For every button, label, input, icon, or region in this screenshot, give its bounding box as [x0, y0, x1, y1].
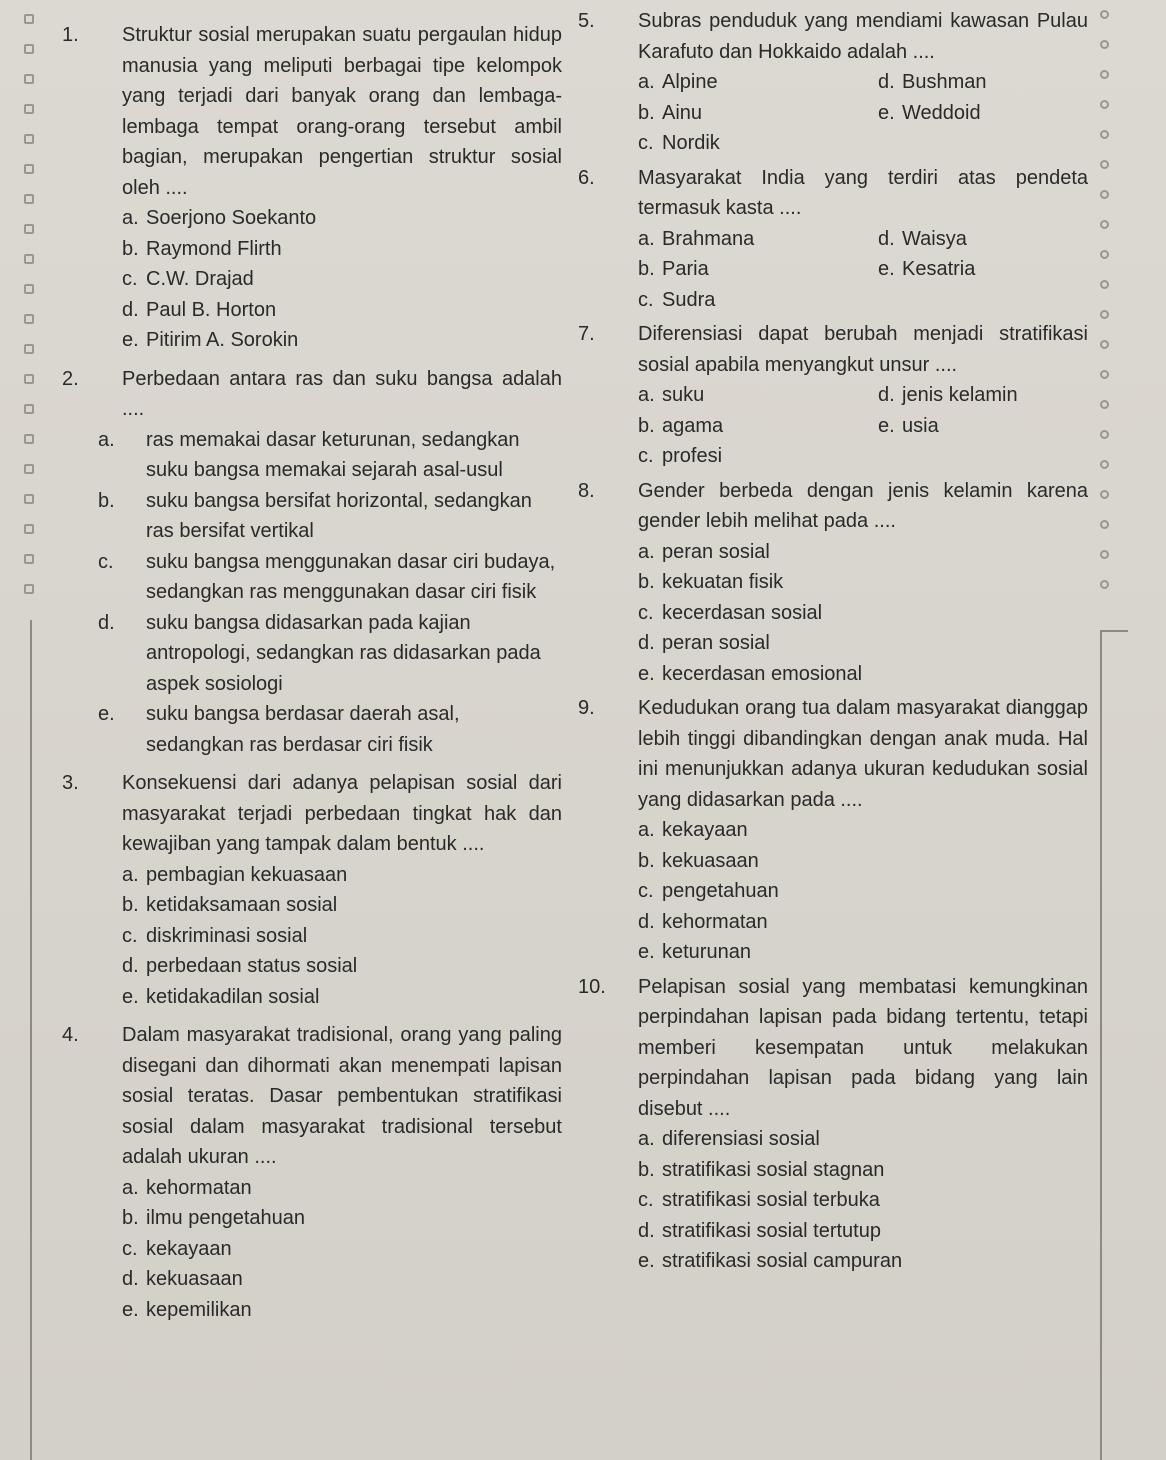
left-binding-holes — [0, 0, 44, 620]
question-10 — [578, 972, 1088, 1277]
option-a[interactable]: a. diferensiasi sosial — [638, 1128, 820, 1150]
question-6 — [578, 163, 1088, 316]
question-stem: Pelapisan sosial yang membatasi kemungkinan perpindahan lapisan pada bidang tertentu, tetapi memberi kesempatan untuk melakukan perpindahan lapisan pada bidang yang lain disebut .... — [638, 975, 1088, 1120]
option-c[interactable]: c. suku bangsa menggunakan dasar ciri budaya, sedangkan ras menggunakan dasar ciri fisik — [98, 550, 556, 603]
page-edge-right — [1100, 630, 1102, 1460]
question-number: 3. — [62, 772, 79, 794]
option-d[interactable]: d. Waisya — [878, 227, 967, 250]
option-a[interactable]: a. kekayaan — [638, 819, 748, 841]
option-a[interactable]: a. suku — [638, 384, 705, 406]
question-5 — [578, 6, 1088, 159]
left-column — [62, 20, 562, 1325]
option-d[interactable]: d. kehormatan — [638, 910, 768, 933]
option-list — [122, 860, 562, 1013]
option-a[interactable]: a. ras memakai dasar keturunan, sedangkan suku bangsa memakai sejarah asal-usul — [98, 428, 520, 481]
question-number: 6. — [578, 166, 595, 189]
option-e[interactable]: e. Pitirim A. Sorokin — [122, 329, 299, 351]
option-b[interactable]: b. kekuatan fisik — [638, 571, 784, 593]
option-d[interactable]: d. stratifikasi sosial tertutup — [638, 1219, 881, 1242]
option-e[interactable]: e. ketidakadilan sosial — [122, 985, 320, 1008]
question-2 — [62, 364, 562, 761]
option-list — [638, 537, 1088, 690]
question-7 — [578, 319, 1088, 472]
option-d[interactable]: d. Bushman — [878, 71, 987, 93]
option-c[interactable]: c. Sudra — [638, 288, 716, 311]
question-number: 5. — [578, 10, 595, 32]
option-a[interactable]: a. pembagian kekuasaan — [122, 863, 348, 886]
option-list — [638, 380, 1088, 472]
option-b[interactable]: b. kekuasaan — [638, 849, 759, 872]
option-e[interactable]: e. Kesatria — [878, 258, 976, 280]
option-b[interactable]: b. suku bangsa bersifat horizontal, sedangkan ras bersifat vertikal — [98, 489, 532, 542]
question-stem: Kedudukan orang tua dalam masyarakat dianggap lebih tinggi dibandingkan dengan anak muda. Hal ini menunjukkan adanya ukuran kedudukan sosial yang didasarkan pada .... — [638, 697, 1088, 811]
option-list — [638, 815, 1088, 968]
page-edge-right-top — [1100, 630, 1128, 632]
question-stem: Gender berbeda dengan jenis kelamin karena gender lebih melihat pada .... — [638, 479, 1088, 532]
option-b[interactable]: b. Ainu — [638, 101, 703, 124]
question-stem: Diferensiasi dapat berubah menjadi stratifikasi sosial apabila menyangkut unsur .... — [638, 323, 1088, 376]
option-c[interactable]: c. stratifikasi sosial terbuka — [638, 1189, 880, 1211]
option-b[interactable]: b. stratifikasi sosial stagnan — [638, 1158, 885, 1181]
option-list — [638, 67, 1088, 159]
option-list — [638, 224, 1088, 316]
question-number: 7. — [578, 323, 595, 345]
question-number: 10. — [578, 975, 606, 998]
option-b[interactable]: b. Raymond Flirth — [122, 237, 282, 260]
option-list — [122, 1173, 562, 1326]
option-c[interactable]: c. pengetahuan — [638, 880, 779, 902]
option-e[interactable]: e. kepemilikan — [122, 1298, 252, 1321]
option-a[interactable]: a. Brahmana — [638, 227, 755, 250]
option-d[interactable]: d. peran sosial — [638, 632, 770, 654]
option-c[interactable]: c. Nordik — [638, 132, 720, 154]
option-a[interactable]: a. Soerjono Soekanto — [122, 207, 317, 229]
question-number: 2. — [62, 367, 79, 390]
question-number: 8. — [578, 479, 595, 502]
question-stem: Perbedaan antara ras dan suku bangsa adalah .... — [122, 367, 562, 420]
option-list — [98, 425, 562, 761]
page-edge-left — [30, 620, 32, 1460]
option-b[interactable]: b. ketidaksamaan sosial — [122, 894, 338, 916]
option-e[interactable]: e. usia — [878, 414, 939, 437]
option-d[interactable]: d. jenis kelamin — [878, 384, 1018, 406]
question-number: 9. — [578, 697, 595, 719]
question-number: 4. — [62, 1024, 79, 1046]
right-column — [578, 6, 1088, 1277]
option-c[interactable]: c. kecerdasan sosial — [638, 601, 823, 624]
option-list — [638, 1124, 1088, 1277]
question-stem: Subras penduduk yang mendiami kawasan Pulau Karafuto dan Hokkaido adalah .... — [638, 10, 1088, 63]
option-c[interactable]: c. profesi — [638, 445, 723, 467]
option-a[interactable]: a. peran sosial — [638, 540, 770, 563]
option-c[interactable]: c. C.W. Drajad — [122, 268, 254, 290]
option-b[interactable]: b. Paria — [638, 258, 709, 280]
option-e[interactable]: e. suku bangsa berdasar daerah asal, sedangkan ras berdasar ciri fisik — [98, 703, 460, 756]
option-d[interactable]: d. perbedaan status sosial — [122, 955, 358, 977]
option-a[interactable]: a. kehormatan — [122, 1176, 252, 1199]
question-stem: Dalam masyarakat tradisional, orang yang paling disegani dan dihormati akan menempati lapisan sosial teratas. Dasar pembentukan stratifikasi sosial dalam masyarakat tradisional tersebut adalah ukuran .... — [122, 1024, 562, 1168]
question-1 — [62, 20, 562, 356]
option-e[interactable]: e. kecerdasan emosional — [638, 662, 863, 685]
question-4 — [62, 1020, 562, 1325]
option-e[interactable]: e. Weddoid — [878, 101, 981, 124]
option-e[interactable]: e. keturunan — [638, 941, 751, 963]
option-list — [122, 203, 562, 356]
option-c[interactable]: c. diskriminasi sosial — [122, 924, 308, 947]
option-b[interactable]: b. ilmu pengetahuan — [122, 1207, 306, 1229]
option-d[interactable]: d. Paul B. Horton — [122, 298, 277, 321]
option-d[interactable]: d. kekuasaan — [122, 1268, 243, 1290]
question-8 — [578, 476, 1088, 690]
option-c[interactable]: c. kekayaan — [122, 1237, 232, 1260]
question-3 — [62, 768, 562, 1012]
question-stem: Konsekuensi dari adanya pelapisan sosial dari masyarakat terjadi perbedaan tingkat hak dan kewajiban yang tampak dalam bentuk .... — [122, 772, 562, 855]
question-stem: Masyarakat India yang terdiri atas pendeta termasuk kasta .... — [638, 166, 1088, 219]
option-e[interactable]: e. stratifikasi sosial campuran — [638, 1250, 903, 1272]
option-b[interactable]: b. agama — [638, 414, 724, 437]
question-number: 1. — [62, 24, 79, 46]
option-d[interactable]: d. suku bangsa didasarkan pada kajian antropologi, sedangkan ras didasarkan pada aspek sosiologi — [98, 611, 541, 695]
option-a[interactable]: a. Alpine — [638, 71, 718, 93]
question-stem: Struktur sosial merupakan suatu pergaulan hidup manusia yang meliputi berbagai tipe kelompok yang terjadi dari banyak orang dan lembaga-lembaga tempat orang-orang tersebut ambil bagian, merupakan pengertian struktur sosial oleh .... — [122, 24, 562, 199]
question-9 — [578, 693, 1088, 968]
